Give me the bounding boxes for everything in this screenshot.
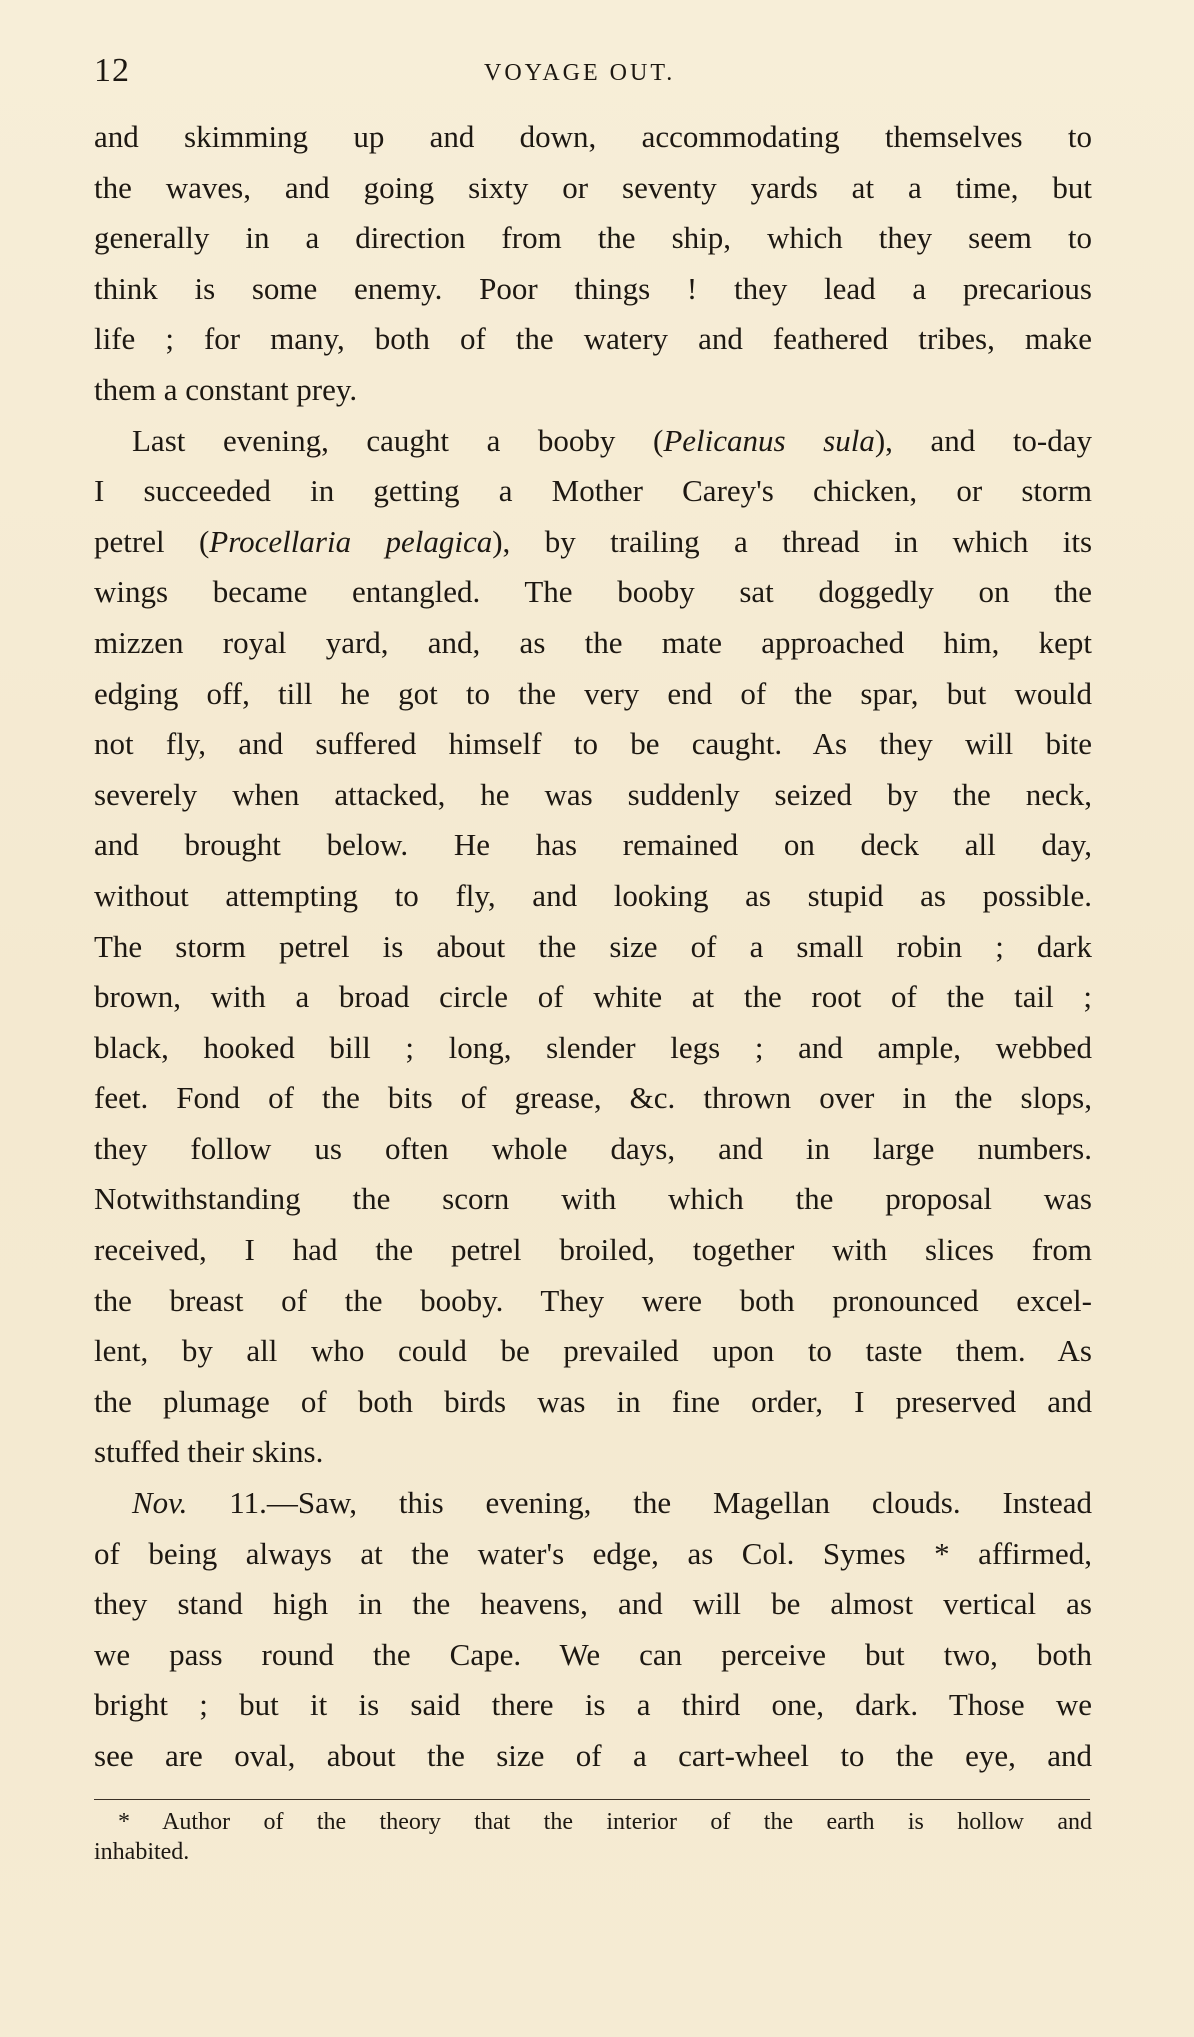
- text-line: we pass round the Cape. We can perceive but two, both: [94, 1636, 1092, 1672]
- text-line: feet. Fond of the bits of grease, &c. thrown over in the slops,: [94, 1080, 1092, 1116]
- text-line: they stand high in the heavens, and will be almost vertical as: [94, 1586, 1092, 1622]
- page-header: [94, 52, 1094, 92]
- text-line: them a constant prey.: [94, 371, 358, 407]
- footnote-line: inhabited.: [94, 1839, 190, 1865]
- text-line: Last evening, caught a booby (Pelicanus sula), and to-day: [132, 422, 1093, 458]
- text-line: I succeeded in getting a Mother Carey's chicken, or storm: [94, 473, 1092, 509]
- text-line: brown, with a broad circle of white at the root of the tail ;: [94, 979, 1092, 1015]
- text-line: mizzen royal yard, and, as the mate approached him, kept: [94, 624, 1092, 660]
- text-line: and skimming up and down, accommodating themselves to: [94, 119, 1092, 154]
- footnote-line: * Author of the theory that the interior of the earth is hollow and: [118, 1809, 1092, 1835]
- text-line: Notwithstanding the scorn with which the proposal was: [94, 1181, 1092, 1217]
- footnote: [94, 1807, 1092, 1867]
- text-line: they follow us often whole days, and in large numbers.: [94, 1130, 1092, 1166]
- text-line: not fly, and suffered himself to be caught. As they will bite: [94, 726, 1092, 762]
- text-line: The storm petrel is about the size of a small robin ; dark: [94, 928, 1092, 964]
- text-line: severely when attacked, he was suddenly seized by the neck,: [94, 776, 1092, 812]
- text-line: received, I had the petrel broiled, together with slices from: [94, 1232, 1092, 1268]
- text-line: life ; for many, both of the watery and feathered tribes, make: [94, 321, 1092, 357]
- text-line: petrel (Procellaria pelagica), by trailing a thread in which its: [94, 523, 1093, 559]
- text-line: stuffed their skins.: [94, 1434, 324, 1470]
- text-line: the breast of the booby. They were both pronounced excel-: [94, 1282, 1092, 1318]
- text-line: lent, by all who could be prevailed upon to taste them. As: [94, 1333, 1092, 1369]
- text-line: black, hooked bill ; long, slender legs ; and ample, webbed: [94, 1029, 1092, 1065]
- text-line: the waves, and going sixty or seventy yards at a time, but: [94, 169, 1092, 205]
- text-line: think is some enemy. Poor things ! they lead a precarious: [94, 270, 1092, 306]
- page-number: 12: [94, 52, 130, 89]
- text-line: and brought below. He has remained on deck all day,: [94, 827, 1092, 863]
- text-line: without attempting to fly, and looking as stupid as possible.: [94, 877, 1092, 913]
- text-line: Nov. 11.—Saw, this evening, the Magellan clouds. Instead: [132, 1485, 1092, 1521]
- footnote-divider: [94, 1799, 1090, 1800]
- text-line: generally in a direction from the ship, which they seem to: [94, 220, 1092, 256]
- text-line: of being always at the water's edge, as Col. Symes * affirmed,: [94, 1535, 1092, 1571]
- text-line: see are oval, about the size of a cart-wheel to the eye, and: [94, 1738, 1092, 1773]
- text-line: wings became entangled. The booby sat doggedly on the: [94, 574, 1092, 610]
- text-line: the plumage of both birds was in fine order, I preserved and: [94, 1383, 1092, 1419]
- text-line: bright ; but it is said there is a third one, dark. Those we: [94, 1687, 1092, 1723]
- text-line: edging off, till he got to the very end of the spar, but would: [94, 675, 1092, 711]
- running-head: VOYAGE OUT.: [484, 60, 676, 86]
- body-text: [94, 112, 1092, 1782]
